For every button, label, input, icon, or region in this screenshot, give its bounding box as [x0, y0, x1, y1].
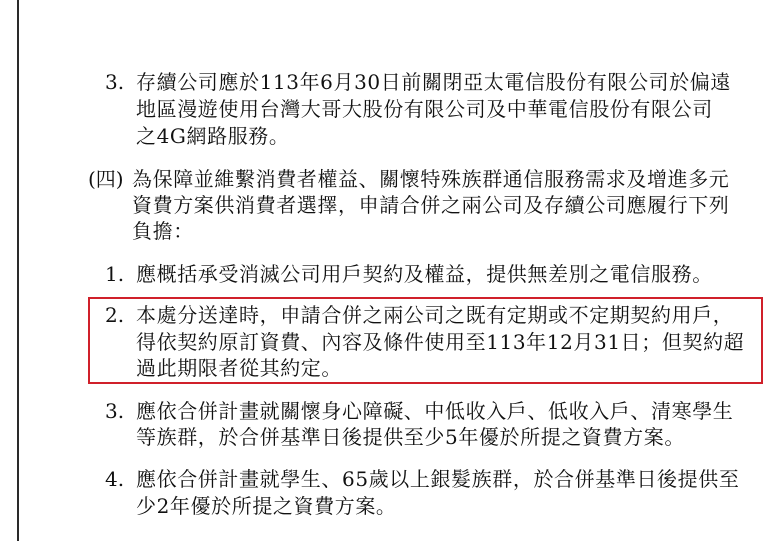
item-number: 3.: [105, 70, 125, 94]
page-left-border: [17, 0, 19, 541]
section-text-line: 負擔：: [132, 219, 194, 243]
section-label: (四): [88, 167, 124, 191]
item-text-line: 少2年優於所提之資費方案。: [136, 494, 397, 518]
item-text-line: 之4G網路服務。: [136, 124, 290, 148]
section-text-line: 為保障並維繫消費者權益、關懷特殊族群通信服務需求及增進多元: [132, 167, 730, 191]
item-number: 1.: [105, 262, 125, 286]
item-text-line: 應依合併計畫就學生、65歲以上銀髮族群，於合併基準日後提供至: [136, 467, 740, 491]
item-text-line: 應依合併計畫就關懷身心障礙、中低收入戶、低收入戶、清寒學生: [136, 399, 734, 423]
item-text-line: 等族群，於合併基準日後提供至少5年優於所提之資費方案。: [136, 425, 685, 449]
section-text-line: 資費方案供消費者選擇，申請合併之兩公司及存續公司應履行下列: [132, 193, 730, 217]
item-number: 3.: [105, 399, 125, 423]
item-text-line: 存續公司應於113年6月30日前關閉亞太電信股份有限公司於偏遠: [136, 70, 731, 94]
item-text-line: 應概括承受消滅公司用戶契約及權益，提供無差別之電信服務。: [136, 262, 713, 286]
item-text-line: 過此期限者從其約定。: [136, 356, 342, 380]
item-text-line: 地區漫遊使用台灣大哥大股份有限公司及中華電信股份有限公司: [136, 97, 713, 121]
item-text-line: 本處分送達時，申請合併之兩公司之既有定期或不定期契約用戶，: [136, 303, 734, 327]
highlight-box: [88, 297, 763, 384]
item-text-line: 得依契約原訂資費、內容及條件使用至113年12月31日；但契約超: [136, 330, 745, 354]
item-number: 4.: [105, 467, 125, 491]
item-number: 2.: [105, 303, 125, 327]
